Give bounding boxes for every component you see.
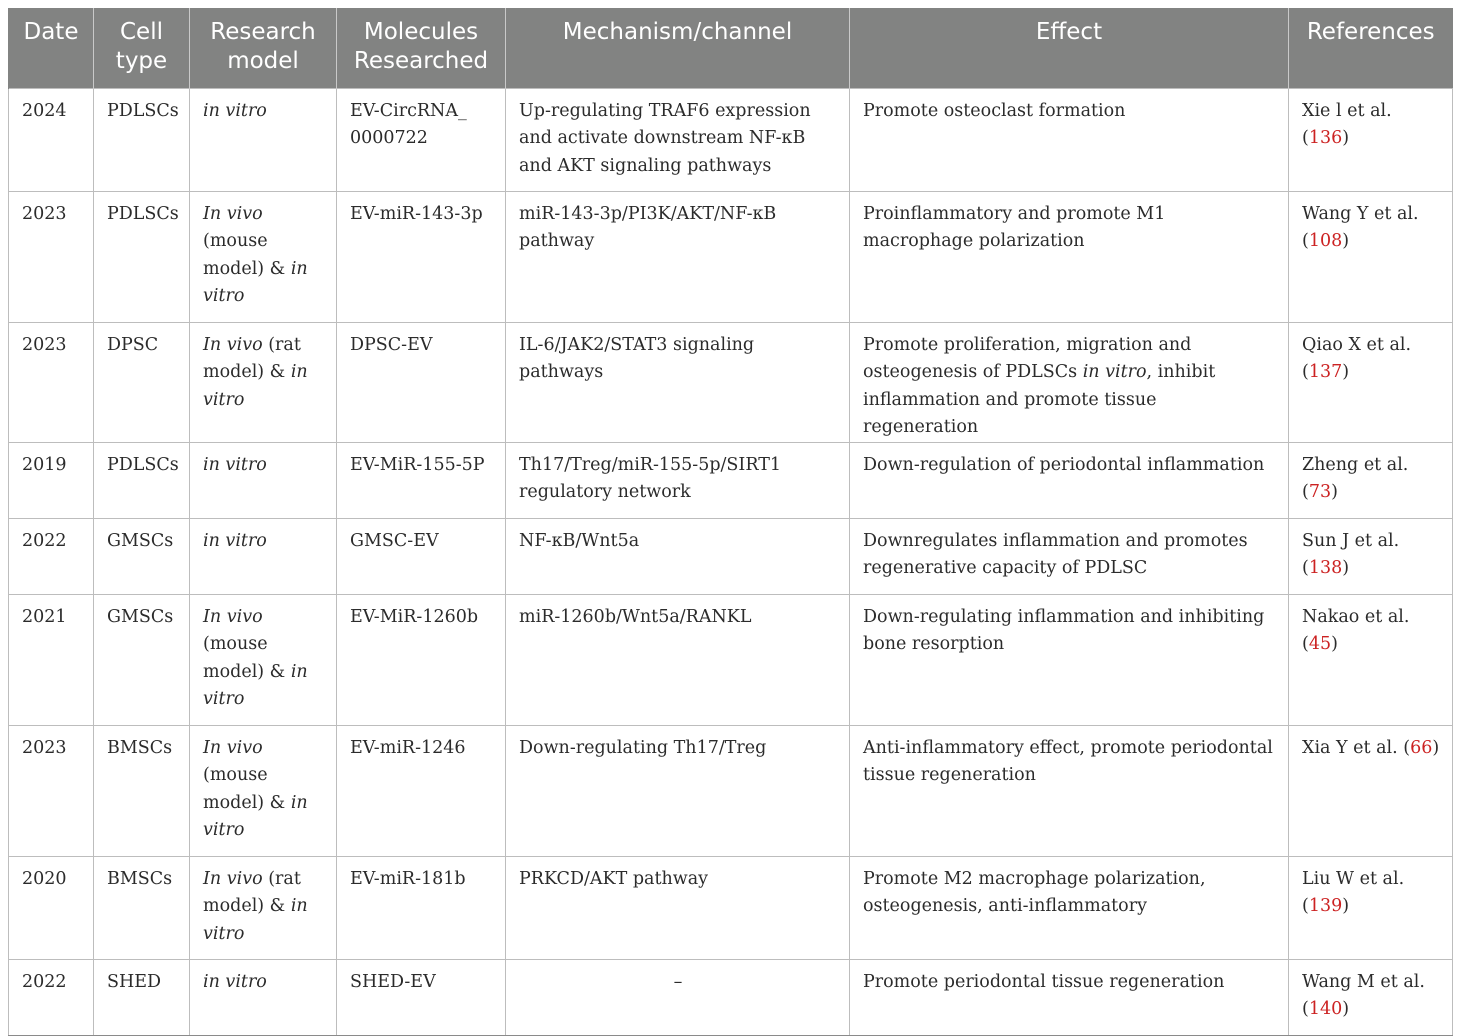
- table-row: [9, 191, 1453, 322]
- cell-effect: [850, 518, 1289, 594]
- italic-text: in vitro: [203, 971, 267, 992]
- cell-date: 2019: [9, 442, 94, 518]
- table-header: [9, 8, 1453, 88]
- table-row: [9, 594, 1453, 725]
- cell-mechanism: [506, 322, 850, 442]
- cell-mechanism: [506, 191, 850, 322]
- cell-molecule: EV-miR-143-3p: [337, 191, 506, 322]
- cell-research-model: [190, 518, 337, 594]
- text-segment: –: [673, 971, 683, 992]
- cell-mechanism: [506, 856, 850, 959]
- cell-cell-type: PDLSCs: [94, 442, 190, 518]
- italic-text: In vivo: [203, 606, 263, 627]
- header-cell-type: Cell type: [94, 8, 190, 88]
- text-segment: IL-6/JAK2/STAT3 signaling pathways: [519, 334, 755, 382]
- cell-effect: [850, 442, 1289, 518]
- cell-research-model: [190, 88, 337, 191]
- reference-author: Zheng et al.: [1302, 454, 1409, 475]
- cell-reference: Wang Y et al. (108): [1289, 191, 1453, 322]
- cell-mechanism: [506, 725, 850, 856]
- cell-molecule: DPSC-EV: [337, 322, 506, 442]
- text-segment: Downregulates inflammation and promotes regenerative capacity of PDLSC: [863, 530, 1248, 578]
- cell-cell-type: BMSCs: [94, 856, 190, 959]
- text-segment: Promote osteoclast formation: [863, 100, 1126, 121]
- table-row: [9, 959, 1453, 1035]
- cell-mechanism: [506, 594, 850, 725]
- italic-text: In vivo: [203, 203, 263, 224]
- italic-text: In vivo: [203, 868, 263, 889]
- cell-molecule: EV-CircRNA_ 0000722: [337, 88, 506, 191]
- text-segment: Promote proliferation, migration and osteogenesis of PDLSCs: [863, 334, 1192, 382]
- table-row: [9, 856, 1453, 959]
- cell-molecule: EV-MiR-155-5P: [337, 442, 506, 518]
- text-segment: PRKCD/AKT pathway: [519, 868, 709, 889]
- cell-cell-type: DPSC: [94, 322, 190, 442]
- header-research-model: Research model: [190, 8, 337, 88]
- cell-cell-type: GMSCs: [94, 594, 190, 725]
- cell-cell-type: BMSCs: [94, 725, 190, 856]
- ev-studies-table: [8, 8, 1453, 1036]
- text-segment: (rat model) &: [203, 868, 301, 916]
- reference-link[interactable]: 45: [1308, 634, 1332, 654]
- header-references: References: [1289, 8, 1453, 88]
- header-date: Date: [9, 8, 94, 88]
- cell-effect: [850, 191, 1289, 322]
- text-segment: Down-regulating Th17/Treg: [519, 737, 767, 758]
- reference-link[interactable]: 137: [1308, 362, 1343, 382]
- reference-link[interactable]: 139: [1308, 896, 1343, 916]
- italic-text: in vitro: [203, 896, 308, 944]
- cell-date: 2022: [9, 518, 94, 594]
- cell-molecule: EV-miR-1246: [337, 725, 506, 856]
- cell-cell-type: PDLSCs: [94, 88, 190, 191]
- cell-reference: Wang M et al. (140): [1289, 959, 1453, 1035]
- reference-author: Sun J et al.: [1302, 530, 1400, 551]
- text-segment: (mouse model) &: [203, 634, 291, 682]
- header-row: [9, 8, 1453, 88]
- cell-date: 2023: [9, 322, 94, 442]
- cell-mechanism: [506, 442, 850, 518]
- cell-date: 2023: [9, 191, 94, 322]
- text-segment: (mouse model) &: [203, 765, 291, 813]
- header-mechanism: Mechanism/channel: [506, 8, 850, 88]
- cell-molecule: GMSC-EV: [337, 518, 506, 594]
- reference-author: Wang M et al.: [1302, 971, 1425, 992]
- table-row: [9, 518, 1453, 594]
- italic-text: in vitro: [203, 258, 308, 306]
- cell-effect: [850, 725, 1289, 856]
- cell-research-model: [190, 959, 337, 1035]
- italic-text: in vitro: [203, 661, 308, 709]
- cell-research-model: [190, 856, 337, 959]
- text-segment: Proinflammatory and promote M1 macrophage polarization: [863, 203, 1166, 251]
- cell-date: 2024: [9, 88, 94, 191]
- cell-effect: [850, 856, 1289, 959]
- italic-text: In vivo: [203, 334, 263, 355]
- cell-reference: Nakao et al. (45): [1289, 594, 1453, 725]
- italic-text: in vitro: [203, 454, 267, 475]
- text-segment: Promote periodontal tissue regeneration: [863, 971, 1225, 992]
- reference-author: Liu W et al.: [1302, 868, 1405, 889]
- cell-mechanism: [506, 518, 850, 594]
- text-segment: (rat model) &: [203, 334, 301, 382]
- table-row: [9, 442, 1453, 518]
- cell-date: 2022: [9, 959, 94, 1035]
- italic-text: in vitro: [203, 792, 308, 840]
- cell-date: 2021: [9, 594, 94, 725]
- table-row: [9, 322, 1453, 442]
- reference-link[interactable]: 140: [1308, 999, 1343, 1019]
- cell-mechanism: [506, 88, 850, 191]
- cell-cell-type: GMSCs: [94, 518, 190, 594]
- text-segment: Anti-inflammatory effect, promote periodontal tissue regeneration: [863, 737, 1273, 785]
- text-segment: Up-regulating TRAF6 expression and activate downstream NF-κB and AKT signaling pathways: [519, 100, 811, 176]
- header-molecules: Molecules Researched: [337, 8, 506, 88]
- reference-author: Nakao et al.: [1302, 606, 1410, 627]
- cell-mechanism: [506, 959, 850, 1035]
- cell-reference: Xie l et al. (136): [1289, 88, 1453, 191]
- italic-text: in vitro: [203, 100, 267, 121]
- text-segment: Down-regulation of periodontal inflammation: [863, 454, 1265, 475]
- italic-text: in vitro: [203, 362, 308, 410]
- cell-molecule: SHED-EV: [337, 959, 506, 1035]
- reference-link[interactable]: 136: [1308, 128, 1343, 148]
- cell-effect: [850, 959, 1289, 1035]
- cell-effect: [850, 88, 1289, 191]
- text-segment: Th17/Treg/miR-155-5p/SIRT1 regulatory network: [519, 454, 782, 502]
- cell-reference: Sun J et al. (138): [1289, 518, 1453, 594]
- italic-text: In vivo: [203, 737, 263, 758]
- reference-author: Xie l et al.: [1302, 100, 1392, 121]
- cell-reference: Xia Y et al. (66): [1289, 725, 1453, 856]
- text-segment: miR-1260b/Wnt5a/RANKL: [519, 606, 752, 627]
- reference-link[interactable]: 66: [1410, 737, 1433, 758]
- cell-research-model: [190, 725, 337, 856]
- table-body: [9, 88, 1453, 1035]
- cell-research-model: [190, 442, 337, 518]
- cell-molecule: EV-miR-181b: [337, 856, 506, 959]
- text-segment: (mouse model) &: [203, 231, 291, 279]
- reference-link[interactable]: 138: [1308, 558, 1343, 578]
- cell-molecule: EV-MiR-1260b: [337, 594, 506, 725]
- cell-effect: [850, 322, 1289, 442]
- cell-reference: Liu W et al. (139): [1289, 856, 1453, 959]
- cell-reference: Qiao X et al. (137): [1289, 322, 1453, 442]
- text-segment: Promote M2 macrophage polarization, osteogenesis, anti-inflammatory: [863, 868, 1206, 916]
- cell-date: 2020: [9, 856, 94, 959]
- reference-link[interactable]: 73: [1308, 482, 1332, 502]
- cell-reference: Zheng et al. (73): [1289, 442, 1453, 518]
- cell-research-model: [190, 191, 337, 322]
- cell-research-model: [190, 594, 337, 725]
- header-effect: Effect: [850, 8, 1289, 88]
- italic-text: in vitro: [1082, 362, 1147, 382]
- text-segment: NF-κB/Wnt5a: [519, 530, 640, 551]
- reference-author: Wang Y et al.: [1302, 203, 1419, 224]
- text-segment: , inhibit inflammation and promote tissue regeneration: [863, 362, 1216, 437]
- table-row: [9, 88, 1453, 191]
- italic-text: in vitro: [203, 530, 267, 551]
- text-segment: miR-143-3p/PI3K/AKT/NF-κB pathway: [519, 203, 777, 251]
- cell-cell-type: PDLSCs: [94, 191, 190, 322]
- cell-cell-type: SHED: [94, 959, 190, 1035]
- table-row: [9, 725, 1453, 856]
- reference-author: Qiao X et al.: [1302, 334, 1412, 355]
- reference-author: Xia Y et al.: [1302, 737, 1398, 758]
- cell-research-model: [190, 322, 337, 442]
- reference-link[interactable]: 108: [1308, 231, 1343, 251]
- cell-date: 2023: [9, 725, 94, 856]
- text-segment: Down-regulating inflammation and inhibiting bone resorption: [863, 606, 1265, 654]
- cell-effect: [850, 594, 1289, 725]
